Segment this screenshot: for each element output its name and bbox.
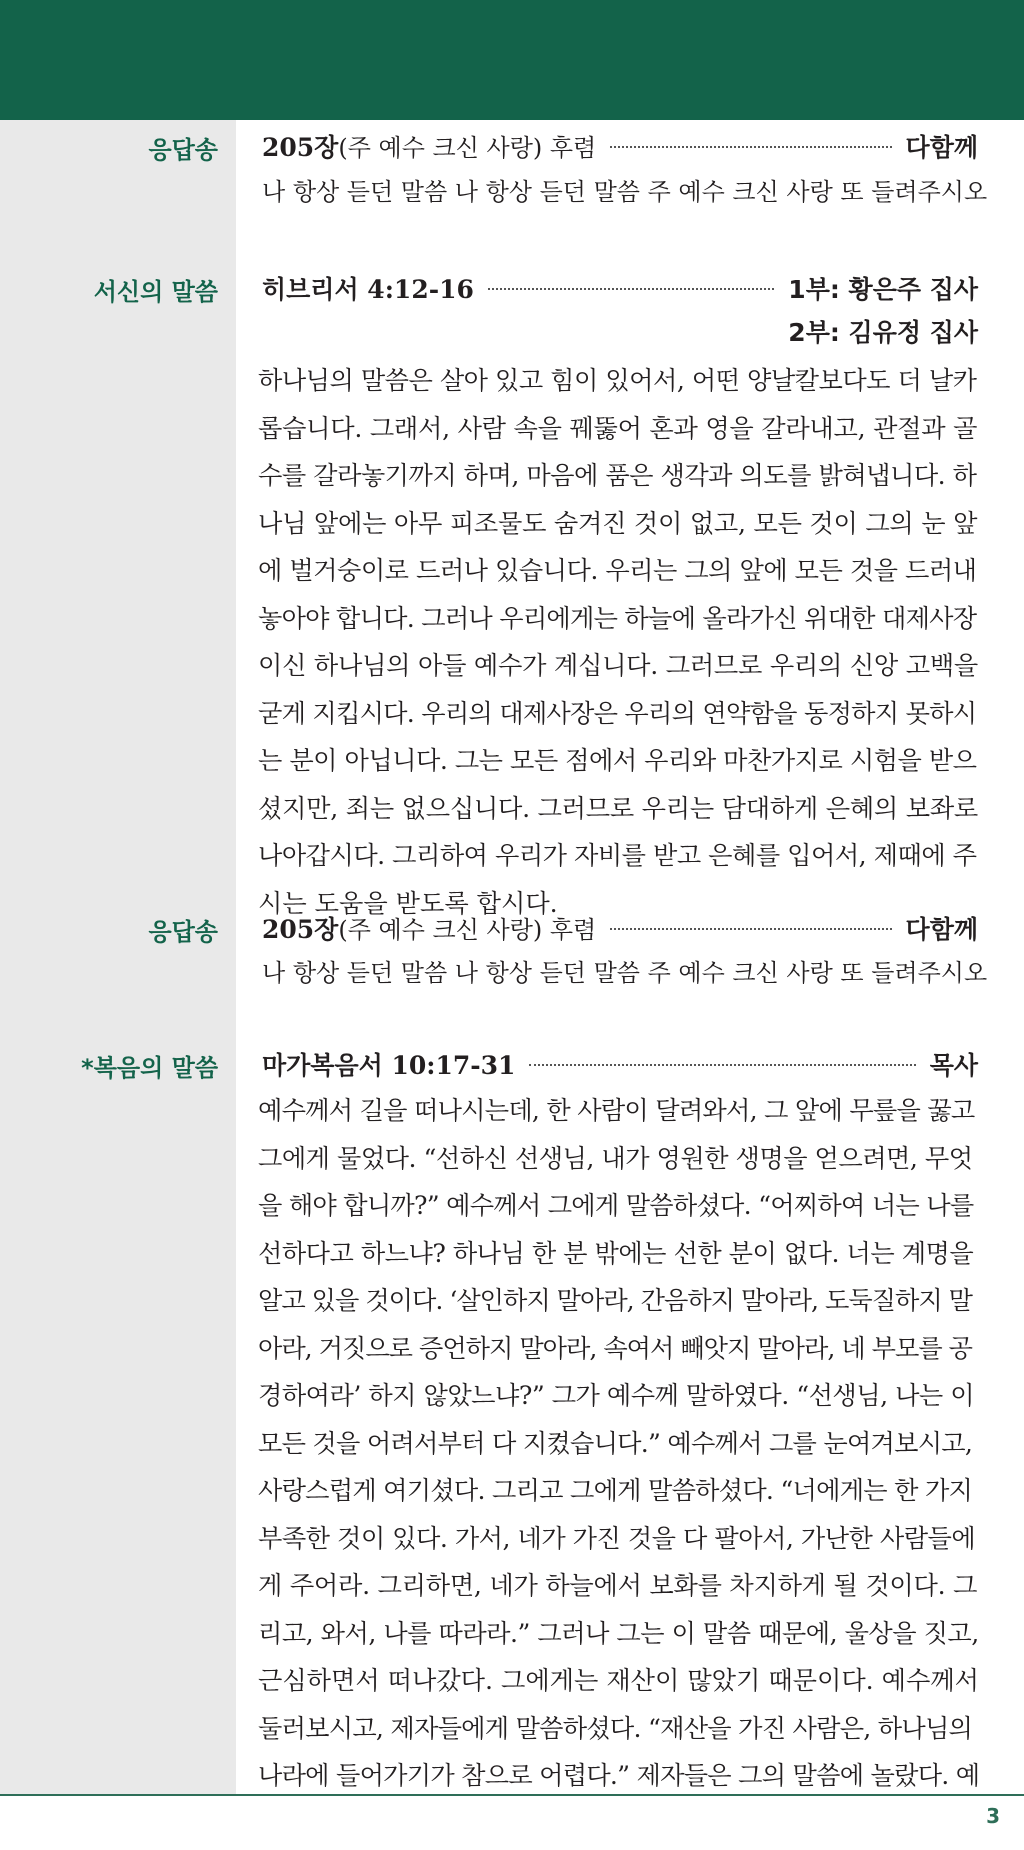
performer-role: 다함께 (905, 915, 978, 944)
text-line: 게 주어라. 그리하면, 네가 하늘에서 보화를 차지하게 될 것이다. 그 (258, 1571, 978, 1600)
leader-dots (610, 928, 891, 930)
text-line: 시는 도움을 받도록 합시다. (258, 888, 558, 918)
text-line: 선하다고 하느냐? 하나님 한 분 밖에는 선한 분이 없다. 너는 계명을 (258, 1238, 974, 1268)
text-line: 에 벌거숭이로 드러나 있습니다. 우리는 그의 앞에 모든 것을 드러내 (258, 556, 977, 585)
text-line: 모든 것을 어려서부터 다 지켰습니다.” 예수께서 그를 눈여겨보시고, (258, 1428, 973, 1458)
leader-dots (488, 288, 774, 290)
epistle-text (258, 357, 980, 927)
text-line: 수를 갈라놓기까지 하며, 마음에 품은 생각과 의도를 밝혀냅니다. 하 (258, 461, 977, 490)
performer-role: 다함께 (905, 133, 978, 162)
gospel-text (258, 1087, 980, 1800)
gospel-reference-line (262, 1048, 978, 1084)
text-line: 이신 하나님의 아들 예수가 계십니다. 그러므로 우리의 신앙 고백을 (258, 651, 978, 680)
text-line: 는 분이 아닙니다. 그는 모든 점에서 우리와 마찬가지로 시험을 받으 (258, 746, 977, 775)
text-line: 경하여라’ 하지 않았느냐?” 그가 예수께 말하였다. “선생님, 나는 이 (258, 1381, 975, 1410)
footer-rule (0, 1794, 1024, 1796)
text-line: 하나님의 말씀은 살아 있고 힘이 있어서, 어떤 양날칼보다도 더 날카 (258, 366, 977, 395)
text-line: 부족한 것이 있다. 가서, 네가 가진 것을 다 팔아서, 가난한 사람들에 (258, 1523, 976, 1553)
hymn-number: 205장 (262, 133, 339, 162)
page-number: 3 (986, 1804, 1000, 1828)
reader: 목사 (929, 1051, 978, 1080)
response-song-line (262, 912, 978, 948)
text-line: 나아갑시다. 그리하여 우리가 자비를 받고 은혜를 입어서, 제때에 주 (258, 841, 977, 870)
text-line: 놓아야 합니다. 그러나 우리에게는 하늘에 올라가신 위대한 대제사장 (258, 603, 977, 633)
hymn-reference (262, 130, 596, 166)
text-line: 둘러보시고, 제자들에게 말씀하셨다. “재산을 가진 사람은, 하나님의 (258, 1713, 973, 1743)
hymn-number: 205장 (262, 915, 339, 944)
epistle-label: 서신의 말씀 (93, 278, 218, 306)
text-line: 리고, 와서, 나를 따라라.” 그러나 그는 이 말씀 때문에, 울상을 짓고, (258, 1618, 979, 1648)
hymn-name: (주 예수 크신 사랑) 후렴 (338, 916, 597, 944)
hymn-reference (262, 912, 596, 948)
text-line: 을 해야 합니까?” 예수께서 그에게 말씀하셨다. “어찌하여 너는 나를 (258, 1191, 974, 1220)
leader-dots (529, 1064, 915, 1066)
leader-dots (610, 146, 891, 148)
text-line: 굳게 지킵시다. 우리의 대제사장은 우리의 연약함을 동정하지 못하시 (258, 698, 977, 728)
response-song-line (262, 130, 978, 166)
text-line: 롭습니다. 그래서, 사람 속을 꿰뚫어 혼과 영을 갈라내고, 관절과 골 (258, 413, 978, 443)
scripture-reference: 마가복음서 10:17-31 (262, 1051, 516, 1080)
text-line: 알고 있을 것이다. ‘살인하지 말아라, 간음하지 말아라, 도둑질하지 말 (258, 1286, 973, 1315)
response-song-label: 응답송 (148, 918, 218, 946)
text-line: 예수께서 길을 떠나시는데, 한 사람이 달려와서, 그 앞에 무릎을 꿇고 (258, 1096, 975, 1125)
scripture-reference: 히브리서 4:12-16 (262, 275, 474, 304)
text-line: 아라, 거짓으로 증언하지 말아라, 속여서 빼앗지 말아라, 네 부모를 공 (258, 1333, 973, 1363)
response-song-label: 응답송 (148, 136, 218, 164)
header-band (0, 0, 1024, 120)
label-column (0, 120, 236, 1794)
text-line: 그에게 물었다. “선하신 선생님, 내가 영원한 생명을 얻으려면, 무엇 (258, 1143, 973, 1173)
hymn-name: (주 예수 크신 사랑) 후렴 (338, 134, 597, 162)
epistle-reference-line (262, 272, 978, 308)
text-line: 셨지만, 죄는 없으십니다. 그러므로 우리는 담대하게 은혜의 보좌로 (258, 793, 978, 823)
text-line: 나님 앞에는 아무 피조물도 숨겨진 것이 없고, 모든 것이 그의 눈 앞 (258, 508, 978, 538)
text-line: 나라에 들어가기가 참으로 어렵다.” 제자들은 그의 말씀에 놀랐다. 예 (258, 1761, 980, 1790)
gospel-label: *복음의 말씀 (81, 1054, 218, 1082)
text-line: 근심하면서 떠나갔다. 그에게는 재산이 많았기 때문이다. 예수께서 (258, 1666, 979, 1695)
reader-first-service: 1부: 황은주 집사 (788, 275, 978, 304)
text-line: 사랑스럽게 여기셨다. 그리고 그에게 말씀하셨다. “너에게는 한 가지 (258, 1476, 973, 1505)
reader-second-service: 2부: 김유정 집사 (788, 318, 978, 347)
hymn-lyric: 나 항상 듣던 말씀 나 항상 듣던 말씀 주 예수 크신 사랑 또 들려주시오 (262, 959, 988, 987)
hymn-lyric: 나 항상 듣던 말씀 나 항상 듣던 말씀 주 예수 크신 사랑 또 들려주시오 (262, 178, 988, 206)
